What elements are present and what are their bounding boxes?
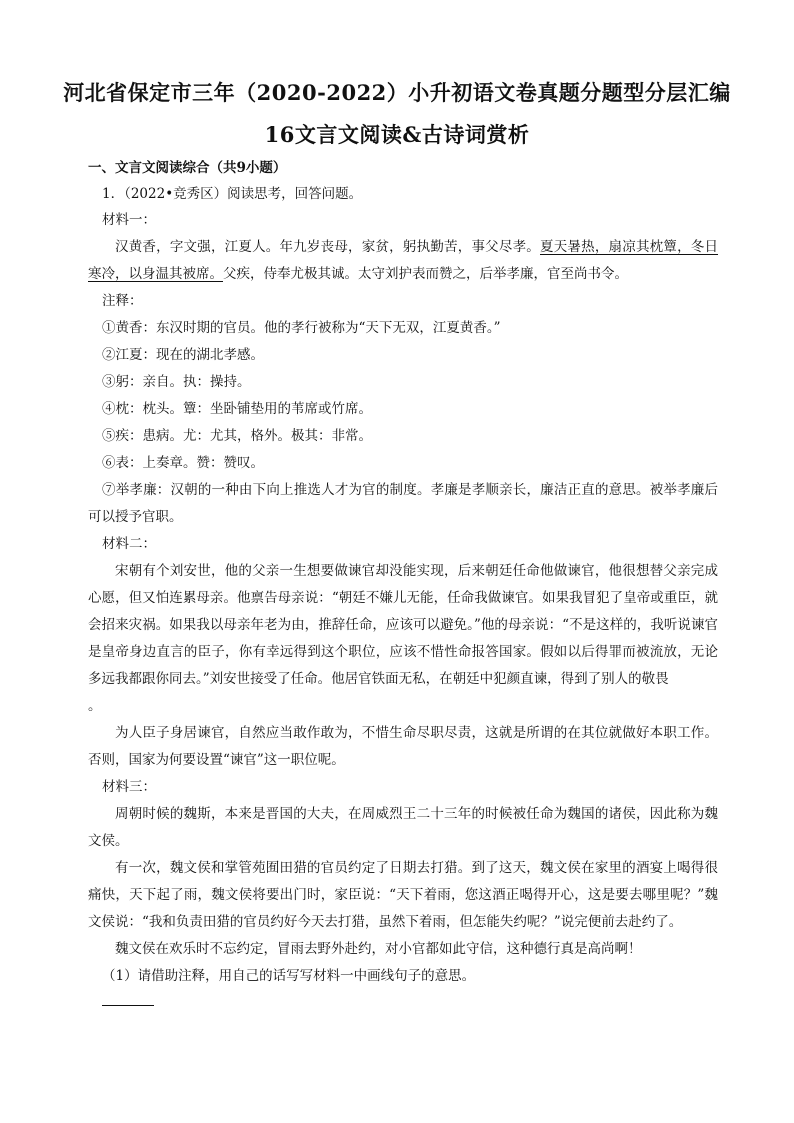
- section-heading: 一、文言文阅读综合（共9小题）: [88, 160, 287, 176]
- material3-paragraph3: 魏文侯在欢乐时不忘约定，冒雨去野外赴约，对小官都如此守信，这种德行真是高尚啊！: [115, 941, 642, 957]
- notes-label: 注释：: [102, 293, 143, 309]
- material2-paragraph1: 宋朝有个刘安世，他的父亲一生想要做谏官却没能实现，后来朝廷任命他做谏官，他很想替父亲完成心愿，但又怕连累母亲。他禀告母亲说：“朝廷不嫌儿无能，任命我做谏官。如果我冒犯了皇帝或重臣，就会招来灾祸。如果我以母亲年老为由，推辞任命，应该可以避免。”他的母亲说：“不是这样的，我听说谏官是皇帝身边直言的臣子，你有幸远得到这个职位，应该不惜性命报答国家。假如以后得罪而被流放，无论多远我都跟你同去。”刘安世接受了任命。他居官铁面无私，在朝廷中犯颜直谏，得到了别人的敬畏: [88, 563, 718, 687]
- material3-label: 材料三：: [102, 779, 156, 795]
- material2-label: 材料二：: [102, 536, 156, 552]
- note-item: ③躬：亲自。执：操持。: [102, 374, 251, 390]
- material2-paragraph2: 为人臣子身居谏官，自然应当敢作敢为，不惜生命尽职尽责，这就是所谓的在其位就做好本职工作。否则，国家为何要设置“谏官”这一职位呢。: [88, 725, 718, 768]
- note-item: ⑤疾：患病。尤：尤其，格外。极其：非常。: [102, 428, 372, 444]
- material1-text-a: 汉黄香，字文强，江夏人。年九岁丧母，家贫，躬执勤苦，事父尽孝。: [115, 239, 540, 255]
- document-body: [88, 155, 718, 1006]
- note-item: ④枕：枕头。簟：坐卧铺垫用的苇席或竹席。: [102, 401, 372, 417]
- document-title-line1: 河北省保定市三年（2020-2022）小升初语文卷真题分题型分层汇编: [63, 80, 731, 105]
- material2-paragraph1-end: 。: [88, 698, 102, 714]
- material1-underlined-sentence: 夏天暑热，扇凉其枕簟，冬日寒冷，以身温其被席。: [88, 239, 719, 282]
- note-item: ⑥表：上奏章。赞：赞叹。: [102, 455, 264, 471]
- material1-text: [88, 234, 718, 288]
- document-title-line2: 16文言文阅读&古诗词赏析: [264, 122, 530, 147]
- subquestion-1: （1）请借助注释，用自己的话写写材料一中画线句子的意思。: [102, 968, 476, 984]
- material3-paragraph1: 周朝时候的魏斯，本来是晋国的大夫，在周威烈王二十三年的时候被任命为魏国的诸侯，因此称为魏文侯。: [88, 806, 718, 849]
- question-intro: 1．（2022•竞秀区）阅读思考，回答问题。: [102, 186, 363, 202]
- note-item: ①黄香：东汉时期的官员。他的孝行被称为“天下无双，江夏黄香。”: [102, 320, 501, 336]
- material3-paragraph2: 有一次，魏文侯和掌管苑囿田猎的官员约定了日期去打猎。到了这天，魏文侯在家里的酒宴上喝得很痛快，天下起了雨，魏文侯将要出门时，家臣说：“天下着雨，您这酒正喝得开心，这是要去哪里呢？”魏文侯说：“我和负责田猎的官员约好今天去打猎，虽然下着雨，但怎能失约呢？”说完便前去赴约了。: [88, 860, 718, 930]
- answer-blank-line[interactable]: [102, 1004, 154, 1006]
- note-item: ②江夏：现在的湖北孝感。: [102, 347, 264, 363]
- material1-label: 材料一：: [102, 212, 156, 228]
- note-item: ⑦举孝廉：汉朝的一种由下向上推选人才为官的制度。孝廉是孝顺亲长，廉洁正直的意思。被举孝廉后可以授予官职。: [88, 482, 718, 525]
- material1-text-b: 父疾，侍奉尤极其诚。太守刘护表而赞之，后举孝廉，官至尚书令。: [223, 266, 628, 282]
